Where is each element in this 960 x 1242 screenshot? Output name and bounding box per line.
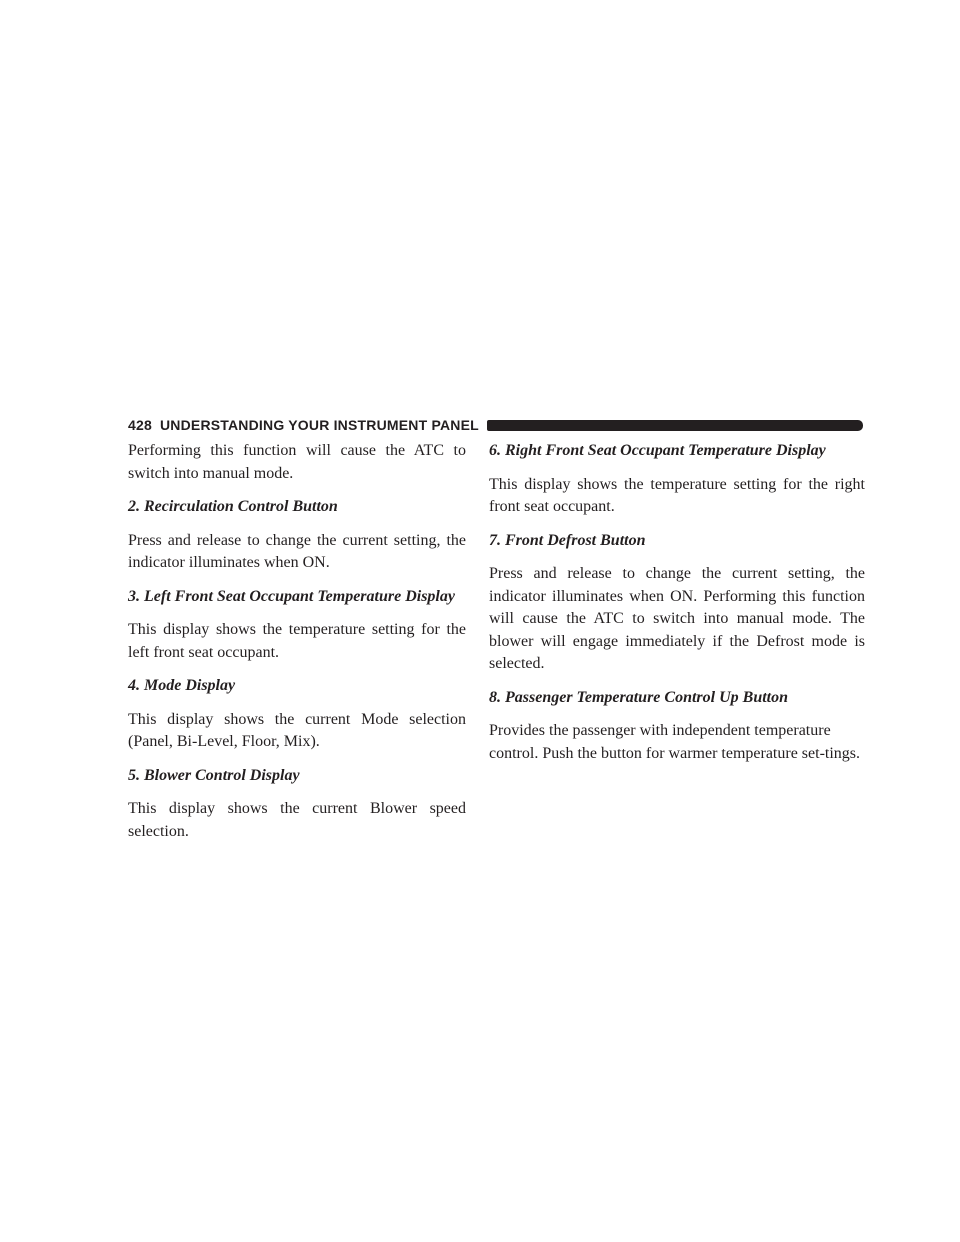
item-body-right-temp-display: This display shows the temperature setting for the right front seat occupant. [489, 475, 865, 515]
item-body-front-defrost: Press and release to change the current setting, the indicator illuminates when ON. Performing this function will cause the ATC to switch into manual mode. The blower will engage immediately if the Defrost mode is selected. [489, 565, 865, 672]
section-title: UNDERSTANDING YOUR INSTRUMENT PANEL [159, 417, 479, 433]
item-heading-blower-display: 5. Blower Control Display [128, 766, 300, 784]
item-heading-front-defrost: 7. Front Defrost Button [489, 531, 646, 549]
item-heading-passenger-temp-up: 8. Passenger Temperature Control Up Button [489, 688, 789, 706]
item-heading-left-temp-display: 3. Left Front Seat Occupant Temperature Display [128, 587, 455, 605]
item-body-left-temp-display: This display shows the temperature setting for the left front seat occupant. [128, 621, 466, 661]
item-body-passenger-temp-up: Provides the passenger with independent temperature control. Push the button for warmer temperature set-tings. [489, 722, 861, 762]
item-heading-right-temp-display: 6. Right Front Seat Occupant Temperature Display [489, 442, 826, 459]
item-body-mode-display: This display shows the current Mode selection (Panel, Bi-Level, Floor, Mix). [128, 710, 466, 750]
header-rule [487, 420, 863, 431]
page-number: 428 [128, 417, 152, 433]
page-header [128, 414, 863, 436]
intro-paragraph: Performing this function will cause the ATC to switch into manual mode. [128, 442, 466, 482]
left-column [128, 440, 466, 843]
item-body-blower-display: This display shows the current Blower speed selection. [128, 800, 466, 840]
item-heading-mode-display: 4. Mode Display [128, 677, 236, 694]
item-heading-recirculation: 2. Recirculation Control Button [128, 498, 338, 515]
item-body-recirculation: Press and release to change the current setting, the indicator illuminates when ON. [128, 531, 466, 571]
right-column [489, 440, 865, 765]
